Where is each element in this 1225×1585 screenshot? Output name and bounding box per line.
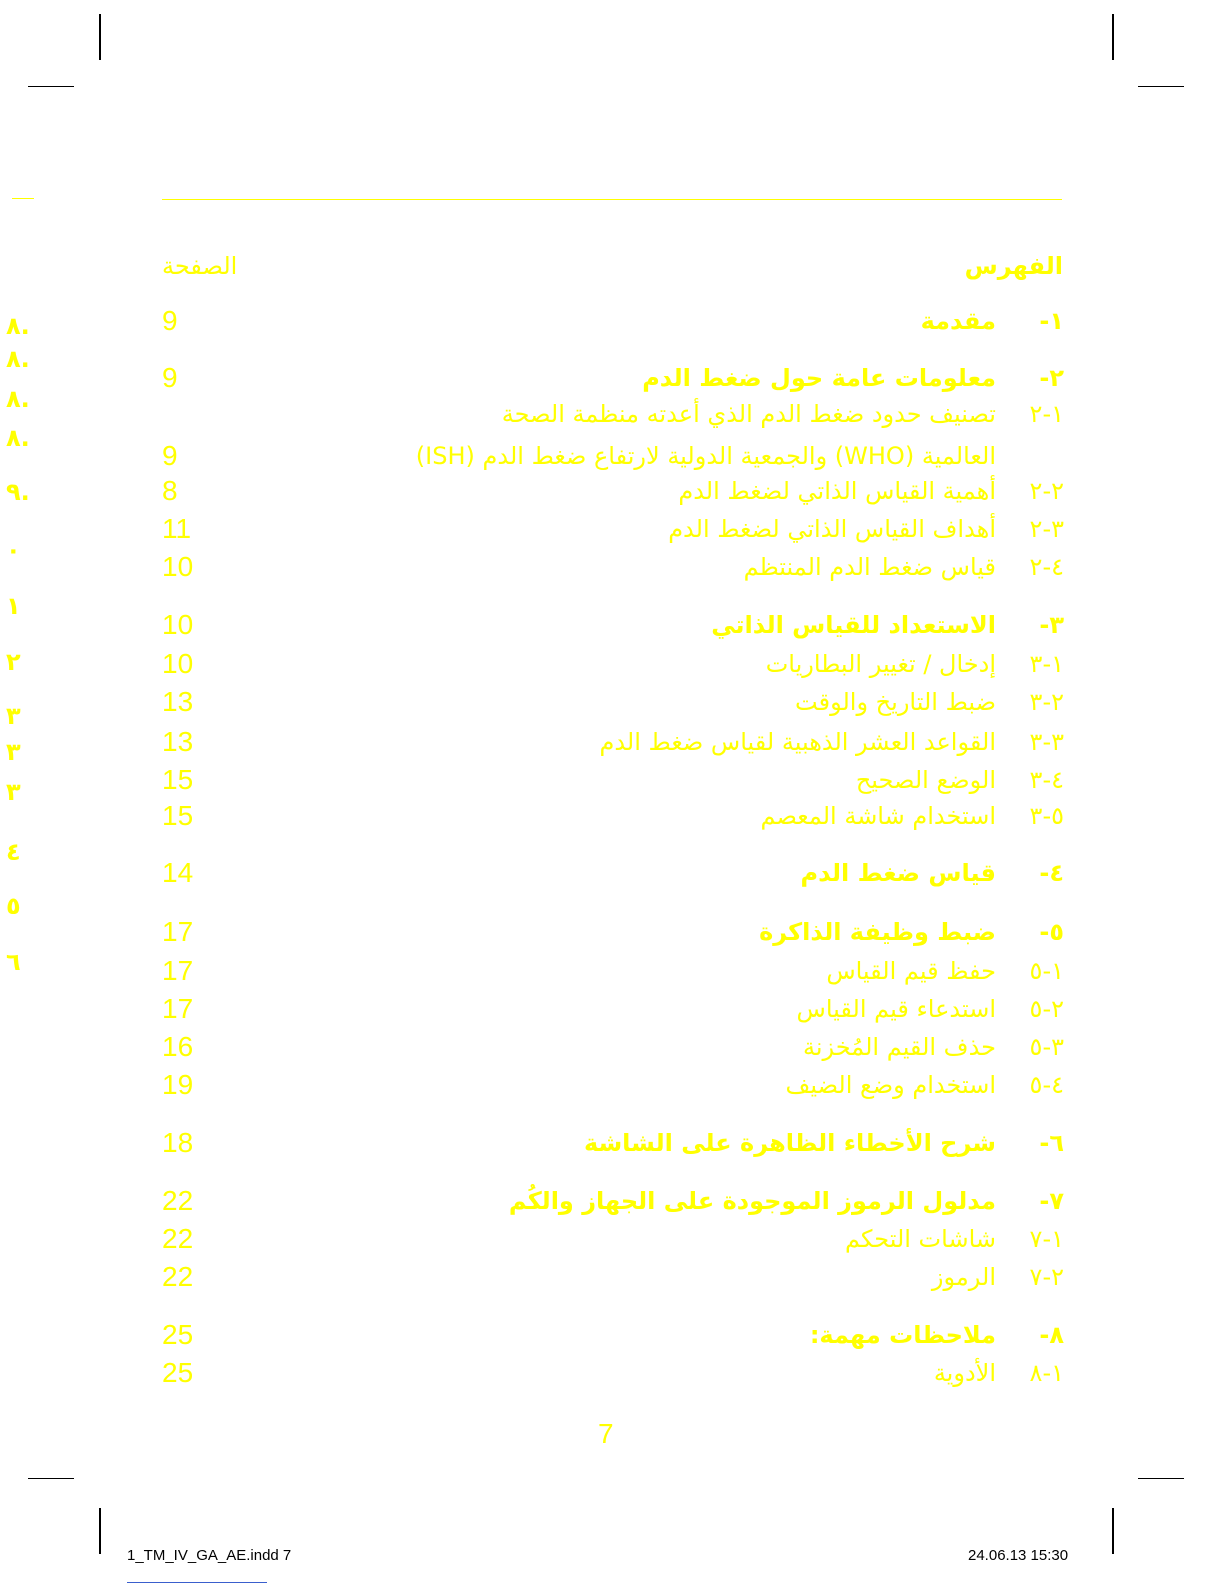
- toc-entry[interactable]: [162, 955, 1064, 985]
- toc-page-number: 17: [162, 955, 194, 986]
- toc-page-number: 15: [162, 764, 194, 795]
- toc-entry-title: معلومات عامة حول ضغط الدم: [642, 364, 996, 392]
- toc-entry[interactable]: [162, 440, 1064, 470]
- toc-entry-title: حفظ قيم القياس: [826, 957, 996, 985]
- toc-page-number: 22: [162, 1261, 194, 1292]
- toc-entry-title: استخدام شاشة المعصم: [760, 802, 996, 830]
- toc-page-number: 25: [162, 1357, 194, 1388]
- toc-page-number: 22: [162, 1185, 194, 1216]
- toc-page-number: 13: [162, 686, 194, 717]
- toc-entry-number: ٥-: [1039, 918, 1064, 946]
- crop-mark: [1138, 1478, 1184, 1479]
- toc-entry-title: شرح الأخطاء الظاهرة على الشاشة: [584, 1129, 996, 1157]
- crop-mark: [99, 1508, 101, 1554]
- page-column-header: الصفحة: [162, 252, 238, 280]
- toc-entry-number: ٧-: [1039, 1187, 1064, 1215]
- crop-mark: [1138, 86, 1184, 87]
- toc-entry-number: ٢-: [1039, 364, 1064, 392]
- toc-entry-title: الرموز: [931, 1263, 996, 1291]
- toc-entry-number: ١-٧: [1029, 1225, 1064, 1253]
- toc-entry-title: تصنيف حدود ضغط الدم الذي أعدته منظمة الصحة: [501, 400, 996, 428]
- toc-entry-title: قياس ضغط الدم المنتظم: [743, 553, 996, 581]
- toc-entry[interactable]: [162, 609, 1064, 639]
- toc-page-number: 11: [162, 513, 192, 544]
- toc-entry[interactable]: [162, 1069, 1064, 1099]
- toc-entry-number: ٢-٥: [1029, 995, 1064, 1023]
- toc-entry-number: ٥-٣: [1029, 802, 1064, 830]
- toc-entry[interactable]: [162, 1319, 1064, 1349]
- toc-entry-number: ٤-٢: [1029, 553, 1064, 581]
- toc-page-number: 9: [162, 305, 178, 336]
- margin-fragment: ٣: [6, 778, 21, 806]
- toc-entry[interactable]: [162, 1031, 1064, 1061]
- toc-entry-number: ٣-٢: [1029, 515, 1064, 543]
- toc-entry-number: ٣-: [1039, 611, 1064, 639]
- crop-mark: [28, 86, 74, 87]
- toc-entry[interactable]: [162, 726, 1064, 756]
- toc-entry-number: ٣-٥: [1029, 1033, 1064, 1061]
- toc-entry-number: ١-٢: [1029, 400, 1064, 428]
- crop-mark: [1112, 14, 1114, 60]
- crop-mark: [1112, 1508, 1114, 1554]
- toc-page-number: 14: [162, 857, 194, 888]
- toc-entry-title: الاستعداد للقياس الذاتي: [711, 611, 996, 639]
- margin-fragment: ٣: [6, 702, 21, 730]
- toc-entry-title: شاشات التحكم: [844, 1225, 996, 1253]
- toc-page-number: 17: [162, 916, 194, 947]
- toc-entry-number: ٣-٣: [1029, 728, 1064, 756]
- toc-title: الفهرس: [964, 252, 1063, 280]
- page-number: 7: [598, 1418, 614, 1449]
- toc-entry-number: ٢-٧: [1029, 1263, 1064, 1291]
- toc-entry[interactable]: [162, 764, 1064, 794]
- margin-fragment: ٨.: [6, 424, 30, 452]
- toc-entry[interactable]: [162, 686, 1064, 716]
- toc-entry[interactable]: [162, 475, 1064, 505]
- margin-fragment: ٣: [6, 738, 21, 766]
- toc-entry-number: ٤-٣: [1029, 766, 1064, 794]
- toc-entry[interactable]: [162, 1127, 1064, 1157]
- toc-entry-number: ٢-٢: [1029, 477, 1064, 505]
- toc-entry-title: ضبط وظيفة الذاكرة: [759, 918, 996, 946]
- toc-page-number: 16: [162, 1031, 194, 1062]
- toc-entry-title: ملاحظات مهمة:: [809, 1321, 996, 1349]
- toc-entry-number: ٨-: [1039, 1321, 1064, 1349]
- toc-entry-title: أهداف القياس الذاتي لضغط الدم: [668, 515, 996, 543]
- toc-entry[interactable]: [162, 916, 1064, 946]
- margin-fragment: ٩.: [6, 478, 30, 506]
- toc-entry-number: ١-٨: [1029, 1359, 1064, 1387]
- toc-entry-title: استخدام وضع الضيف: [785, 1071, 996, 1099]
- toc-entry-number: ٦-: [1039, 1129, 1064, 1157]
- toc-entry[interactable]: [162, 1185, 1064, 1215]
- toc-page-number: 9: [162, 440, 178, 471]
- header-rule: [162, 199, 1062, 200]
- margin-fragment: ٨.: [6, 385, 30, 413]
- toc-page-number: 19: [162, 1069, 194, 1100]
- crop-mark: [99, 14, 101, 60]
- toc-entry-number: ١-٣: [1029, 650, 1064, 678]
- toc-page-number: 25: [162, 1319, 194, 1350]
- margin-fragment: ٢: [6, 648, 21, 676]
- toc-entry[interactable]: [162, 800, 1064, 830]
- toc-entry-number: ٢-٣: [1029, 688, 1064, 716]
- toc-entry[interactable]: [162, 993, 1064, 1023]
- toc-entry-number: ٤-٥: [1029, 1071, 1064, 1099]
- toc-entry-title: قياس ضغط الدم: [800, 859, 996, 887]
- toc-page-number: 9: [162, 362, 178, 393]
- toc-page-number: 18: [162, 1127, 194, 1158]
- margin-fragment: ١: [6, 592, 21, 620]
- margin-fragment: ٨.: [6, 312, 30, 340]
- toc-entry-title: حذف القيم المُخزنة: [802, 1033, 996, 1061]
- toc-entry-title: ضبط التاريخ والوقت: [795, 688, 996, 716]
- toc-entry-title: مقدمة: [920, 307, 996, 335]
- slug-underline: [127, 1582, 267, 1583]
- toc-entry-title: الوضع الصحيح: [855, 766, 996, 794]
- toc-entry-number: ١-٥: [1029, 957, 1064, 985]
- margin-fragment: ٤: [6, 838, 21, 866]
- crop-mark: [12, 198, 34, 199]
- toc-entry-title: إدخال / تغيير البطاريات: [765, 650, 996, 678]
- toc-entry-number: ١-: [1039, 307, 1064, 335]
- toc-entry[interactable]: [162, 513, 1064, 543]
- toc-entry[interactable]: [162, 398, 1064, 428]
- toc-entry-title: مدلول الرموز الموجودة على الجهاز والكُم: [508, 1187, 996, 1215]
- toc-entry[interactable]: [162, 362, 1064, 392]
- toc-entry-title: القواعد العشر الذهبية لقياس ضغط الدم: [599, 728, 996, 756]
- toc-entry[interactable]: [162, 1223, 1064, 1253]
- toc-page-number: 10: [162, 551, 194, 582]
- margin-fragment: ٨.: [6, 345, 30, 373]
- toc-entry[interactable]: [162, 1261, 1064, 1291]
- toc-entry-title: العالمية (WHO) والجمعية الدولية لارتفاع ضغط الدم (ISH): [415, 442, 996, 470]
- toc-entry-title: الأدوية: [933, 1359, 996, 1387]
- slug-datetime: 24.06.13 15:30: [968, 1547, 1069, 1564]
- toc-entry[interactable]: [162, 305, 1064, 335]
- toc-entry[interactable]: [162, 857, 1064, 887]
- toc-page-number: 13: [162, 726, 194, 757]
- toc-page-number: 8: [162, 475, 178, 506]
- margin-fragment: ٠: [6, 536, 21, 564]
- toc-entry-title: استدعاء قيم القياس: [796, 995, 996, 1023]
- toc-entry-number: ٤-: [1039, 859, 1064, 887]
- margin-fragment: ٦: [6, 948, 21, 976]
- toc-page-number: 17: [162, 993, 194, 1024]
- crop-mark: [28, 1478, 74, 1479]
- toc-page-number: 10: [162, 648, 194, 679]
- margin-fragment: ٥: [6, 892, 21, 920]
- toc-entry-title: أهمية القياس الذاتي لضغط الدم: [678, 477, 996, 505]
- toc-page-number: 15: [162, 800, 194, 831]
- toc-entry[interactable]: [162, 1357, 1064, 1387]
- toc-entry[interactable]: [162, 551, 1064, 581]
- toc-page-number: 10: [162, 609, 194, 640]
- toc-entry[interactable]: [162, 648, 1064, 678]
- toc-page-number: 22: [162, 1223, 194, 1254]
- slug-file: 1_TM_IV_GA_AE.indd 7: [127, 1547, 292, 1564]
